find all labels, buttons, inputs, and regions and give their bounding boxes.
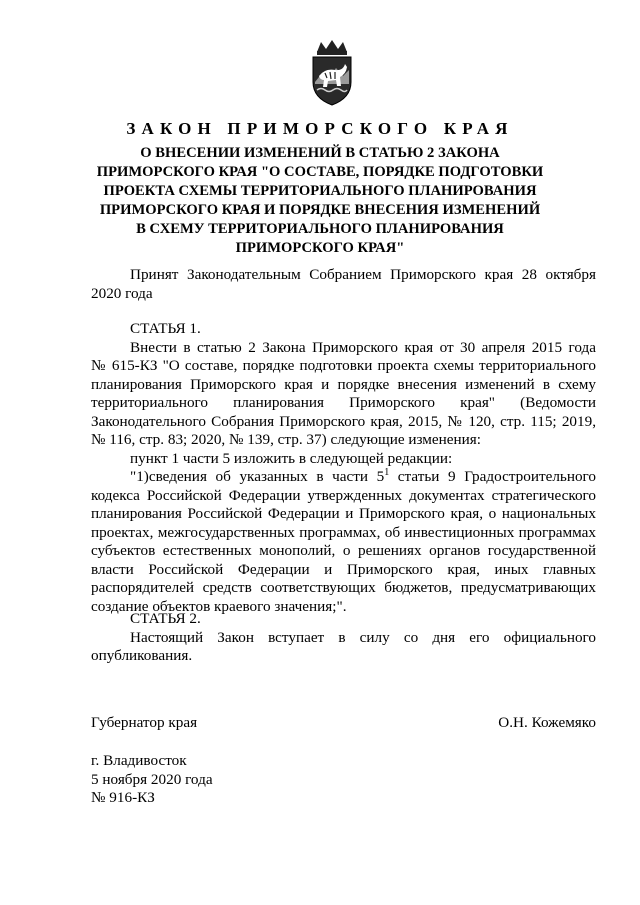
article-1-line: пункт 1 части 5 изложить в следующей редакции: (130, 449, 453, 467)
subtitle-line: ПРИМОРСКОГО КРАЯ "О СОСТАВЕ, ПОРЯДКЕ ПОДГОТОВКИ (96, 164, 544, 180)
amendment-line: субъектов естественных монополий, о решениях органов государственной (91, 542, 596, 559)
amendment-line: распорядителей средств соответствующих бюджетов, предусматривающих (91, 579, 596, 596)
article-2-line: Настоящий Закон вступает в силу со дня его официального (130, 628, 596, 646)
signer-title: Губернатор края (91, 714, 198, 731)
article-1-heading: СТАТЬЯ 1. (130, 320, 201, 337)
article-1-line: № 615-КЗ "О составе, порядке подготовки проекта схемы территориального (91, 357, 596, 374)
subtitle-line: ПРИМОРСКОГО КРАЯ И ПОРЯДКЕ ВНЕСЕНИЯ ИЗМЕНЕНИЙ (99, 202, 541, 218)
amendment-line: создание объектов краевого значения;". (91, 597, 347, 615)
article-2-heading: СТАТЬЯ 2. (130, 610, 201, 627)
amendment-text: статьи 9 Градостроительного (389, 468, 597, 485)
document-footer (91, 752, 213, 808)
article-2-line: опубликования. (91, 647, 193, 664)
subtitle-line: ПРИМОРСКОГО КРАЯ" (235, 240, 405, 256)
law-number: № 916-КЗ (91, 789, 155, 806)
article-1-line: планирования Приморского края и порядке внесения изменений в схему (91, 375, 596, 393)
article-1-line: № 116, стр. 83; 2020, № 139, стр. 37) следующие изменения: (91, 431, 481, 448)
superscript-number: 1 (384, 467, 390, 478)
place-of-signing: г. Владивосток (91, 752, 187, 769)
coat-of-arms-emblem (309, 40, 355, 106)
amendment-first-line (91, 468, 596, 487)
adoption-note (91, 266, 596, 303)
subtitle-line: О ВНЕСЕНИИ ИЗМЕНЕНИЙ В СТАТЬЮ 2 ЗАКОНА (140, 145, 500, 161)
law-subtitle (92, 144, 548, 258)
article-1-line: территориального планирования Приморского края" (Ведомости (91, 394, 596, 411)
adoption-line: 2020 года (91, 284, 153, 302)
adoption-line: Принят Законодательным Собранием Приморского края 28 октября (130, 266, 596, 283)
subtitle-line: ПРОЕКТА СХЕМЫ ТЕРРИТОРИАЛЬНОГО ПЛАНИРОВАНИЯ (103, 183, 537, 199)
law-title: ЗАКОН ПРИМОРСКОГО КРАЯ (126, 119, 514, 138)
signing-date: 5 ноября 2020 года (91, 770, 213, 788)
amendment-line: планирования Российской Федерации и Приморского края, о национальных (91, 505, 596, 522)
article-1 (91, 320, 596, 616)
article-2 (91, 610, 596, 666)
amendment-line: власти Российской Федерации и Приморского края, иных главных (91, 560, 596, 578)
signer-name: О.Н. Кожемяко (498, 714, 596, 731)
article-1-line: Внести в статью 2 Закона Приморского края от 30 апреля 2015 года (130, 338, 596, 356)
amendment-line: проектах, межгосударственных программах, об инвестиционных программах (91, 523, 596, 541)
subtitle-line: В СХЕМУ ТЕРРИТОРИАЛЬНОГО ПЛАНИРОВАНИЯ (136, 221, 504, 237)
article-1-line: Законодательного Собрания Приморского края, 2015, № 120, стр. 115; 2019, (91, 412, 596, 430)
amendment-line: кодекса Российской Федерации утвержденных документах стратегического (91, 486, 596, 504)
amendment-text: "1)сведения об указанных в части 5 (130, 468, 385, 485)
